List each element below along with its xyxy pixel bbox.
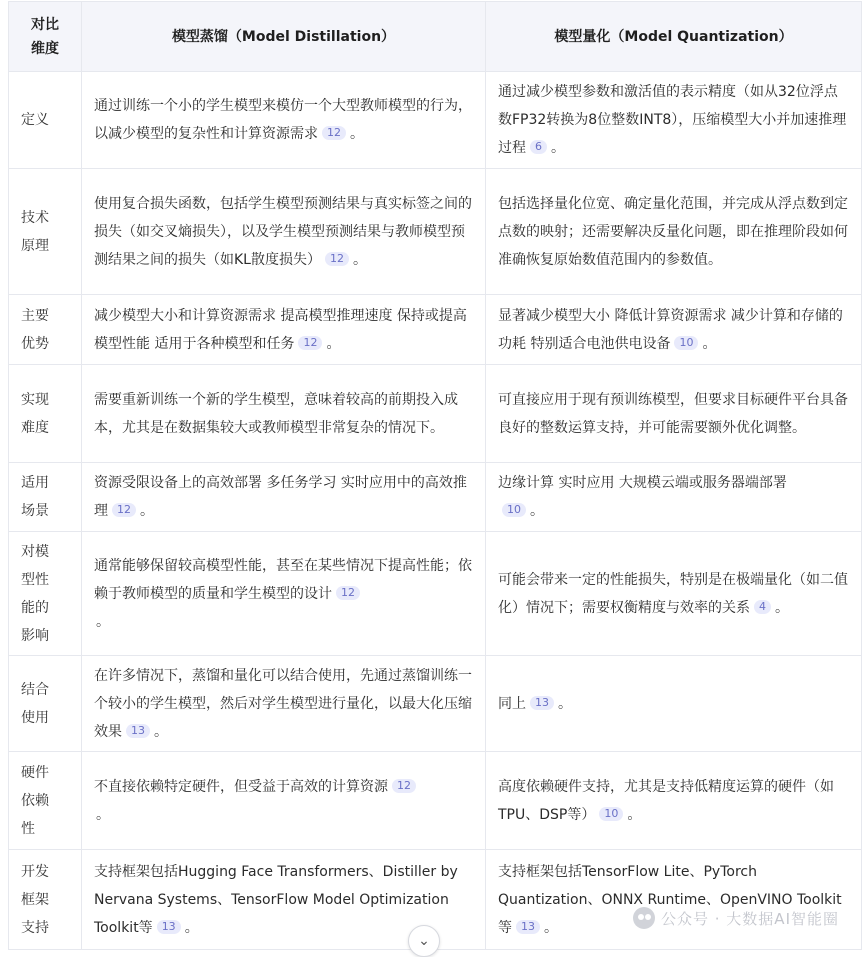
distillation-cell: 在许多情况下，蒸馏和量化可以结合使用，先通过蒸馏训练一个较小的学生模型，然后对学生模型进行量化，以最大化压缩效果 13 。 [82, 656, 486, 752]
row-dimension [9, 365, 82, 463]
header-quantization: 模型量化（Model Quantization） [486, 2, 862, 72]
quantization-cell: 显著减少模型大小 降低计算资源需求 减少计算和存储的功耗 特别适合电池供电设备 10 。 [486, 295, 862, 365]
row-dimension-line: 适用 [21, 475, 49, 491]
row-dimension-line: 依赖 [21, 792, 49, 809]
cell-text: 同上 [498, 695, 526, 712]
table-row [9, 532, 862, 656]
cell-text: 使用复合损失函数，包括学生模型预测结果与真实标签之间的损失（如交叉熵损失），以及学生模型预测结果与教师模型预测结果之间的损失（如KL散度损失） [94, 195, 472, 268]
distillation-cell: 使用复合损失函数，包括学生模型预测结果与真实标签之间的损失（如交叉熵损失），以及学生模型预测结果与教师模型预测结果之间的损失（如KL散度损失） 12 。 [82, 169, 486, 295]
cell-text: 减少模型大小和计算资源需求 提高模型推理速度 保持或提高模型性能 适用于各种模型和任务 [94, 307, 467, 352]
citation-badge[interactable]: 12 [322, 126, 346, 140]
quantization-cell: 边缘计算 实时应用 大规模云端或服务器端部署 10 。 [486, 463, 862, 532]
row-dimension-line: 场景 [21, 503, 49, 519]
quantization-cell: 可能会带来一定的性能损失，特别是在极端量化（如二值化）情况下；需要权衡精度与效率的关系 4 。 [486, 532, 862, 656]
row-dimension-line: 性 [21, 820, 35, 837]
row-dimension [9, 850, 82, 950]
citation-badge[interactable]: 13 [126, 724, 150, 738]
row-dimension-line: 能的 [21, 599, 49, 616]
comparison-table [8, 1, 862, 950]
quantization-cell [486, 365, 862, 463]
cell-text: 支持框架包括Hugging Face Transformers、Distiller by Nervana Systems、TensorFlow Model Optimization Toolkit等 [94, 863, 458, 936]
distillation-cell: 资源受限设备上的高效部署 多任务学习 实时应用中的高效推理 12 。 [82, 463, 486, 532]
cell-text: 显著减少模型大小 降低计算资源需求 减少计算和存储的功耗 特别适合电池供电设备 [498, 307, 843, 352]
distillation-cell: 减少模型大小和计算资源需求 提高模型推理速度 保持或提高模型性能 适用于各种模型和任务 12 。 [82, 295, 486, 365]
row-dimension [9, 169, 82, 295]
citation-badge[interactable]: 10 [502, 503, 526, 517]
cell-text: 边缘计算 实时应用 大规模云端或服务器端部署 [498, 475, 787, 491]
cell-text: 需要重新训练一个新的学生模型，意味着较高的前期投入成本，尤其是在数据集较大或教师模型非常复杂的情况下。 [94, 391, 458, 436]
quantization-cell: 同上 13 。 [486, 656, 862, 752]
distillation-cell: 通过训练一个小的学生模型来模仿一个大型教师模型的行为，以减少模型的复杂性和计算资源需求 12 。 [82, 72, 486, 169]
cell-text: 可直接应用于现有预训练模型，但要求目标硬件平台具备良好的整数运算支持，并可能需要额外优化调整。 [498, 391, 848, 436]
cell-text: 在许多情况下，蒸馏和量化可以结合使用，先通过蒸馏训练一个较小的学生模型，然后对学生模型进行量化，以最大化压缩效果 [94, 667, 472, 740]
table-row [9, 169, 862, 295]
chevron-down-icon: ⌄ [418, 933, 430, 949]
citation-badge[interactable]: 4 [754, 600, 771, 614]
row-dimension-line: 实现 [21, 391, 49, 408]
row-dimension [9, 295, 82, 365]
cell-text: 包括选择量化位宽、确定量化范围，并完成从浮点数到定点数的映射；还需要解决反量化问题，即在推理阶段如何准确恢复原始数值范围内的参数值。 [498, 195, 848, 268]
citation-badge[interactable]: 13 [530, 696, 554, 710]
quantization-cell: 支持框架包括TensorFlow Lite、PyTorch Quantization、ONNX Runtime、OpenVINO Toolkit等 13 。 [486, 850, 862, 950]
row-dimension [9, 532, 82, 656]
table-row [9, 365, 862, 463]
cell-text: 可能会带来一定的性能损失，特别是在极端量化（如二值化）情况下；需要权衡精度与效率的关系 [498, 571, 848, 616]
row-dimension-line: 框架 [21, 891, 49, 908]
row-dimension-line: 定义 [21, 112, 49, 128]
quantization-cell: 通过减少模型参数和激活值的表示精度（如从32位浮点数FP32转换为8位整数INT8），压缩模型大小并加速推理过程 6 。 [486, 72, 862, 169]
table-row [9, 72, 862, 169]
row-dimension-line: 主要 [21, 307, 49, 324]
row-dimension-line: 硬件 [21, 764, 49, 781]
citation-badge[interactable]: 12 [336, 586, 360, 600]
row-dimension [9, 72, 82, 169]
row-dimension [9, 656, 82, 752]
citation-badge[interactable]: 10 [599, 807, 623, 821]
citation-badge[interactable]: 12 [392, 779, 416, 793]
row-dimension-line: 使用 [21, 709, 49, 726]
citation-badge[interactable]: 13 [516, 920, 540, 934]
row-dimension-line: 对模 [21, 543, 49, 560]
row-dimension [9, 463, 82, 532]
row-dimension-line: 原理 [21, 237, 49, 254]
row-dimension-line: 型性 [21, 571, 49, 588]
distillation-cell: 不直接依赖特定硬件，但受益于高效的计算资源 12 。 [82, 752, 486, 850]
table-row [9, 752, 862, 850]
citation-badge[interactable]: 13 [157, 920, 181, 934]
cell-text: 不直接依赖特定硬件，但受益于高效的计算资源 [94, 778, 388, 795]
citation-badge[interactable]: 12 [298, 336, 322, 350]
citation-badge[interactable]: 12 [112, 503, 136, 517]
watermark-text: 公众号 · 大数据AI智能圈 [661, 909, 839, 928]
scroll-down-button[interactable] [408, 925, 440, 957]
citation-badge[interactable]: 6 [530, 140, 547, 154]
row-dimension-line: 优势 [21, 335, 49, 352]
cell-text: 支持框架包括TensorFlow Lite、PyTorch Quantization、ONNX Runtime、OpenVINO Toolkit等 [498, 863, 842, 936]
cell-text: 高度依赖硬件支持，尤其是支持低精度运算的硬件（如TPU、DSP等） [498, 778, 834, 823]
citation-badge[interactable]: 12 [325, 252, 349, 266]
header-dimension [9, 2, 82, 72]
row-dimension-line: 结合 [21, 681, 49, 698]
cell-text: 资源受限设备上的高效部署 多任务学习 实时应用中的高效推理 [94, 475, 467, 519]
distillation-cell: 通常能够保留较高模型性能，甚至在某些情况下提高性能；依赖于教师模型的质量和学生模型的设计 12 。 [82, 532, 486, 656]
table-row [9, 463, 862, 532]
cell-text: 通过减少模型参数和激活值的表示精度（如从32位浮点数FP32转换为8位整数INT8），压缩模型大小并加速推理过程 [498, 84, 847, 156]
row-dimension-line: 技术 [21, 209, 49, 226]
wechat-icon [633, 907, 655, 929]
cell-text: 通过训练一个小的学生模型来模仿一个大型教师模型的行为，以减少模型的复杂性和计算资源需求 [94, 98, 472, 142]
row-dimension-line: 难度 [21, 419, 49, 436]
header-dimension-line: 维度 [31, 40, 59, 57]
distillation-cell [82, 365, 486, 463]
quantization-cell: 高度依赖硬件支持，尤其是支持低精度运算的硬件（如TPU、DSP等） 10 。 [486, 752, 862, 850]
header-row [9, 2, 862, 72]
watermark [633, 907, 839, 929]
header-dimension-line: 对比 [31, 16, 59, 33]
header-distillation: 模型蒸馏（Model Distillation） [82, 2, 486, 72]
citation-badge[interactable]: 10 [674, 336, 698, 350]
quantization-cell [486, 169, 862, 295]
table-row [9, 295, 862, 365]
cell-text: 通常能够保留较高模型性能，甚至在某些情况下提高性能；依赖于教师模型的质量和学生模型的设计 [94, 557, 472, 602]
row-dimension [9, 752, 82, 850]
distillation-cell: 支持框架包括Hugging Face Transformers、Distiller by Nervana Systems、TensorFlow Model Optimization Toolkit等 13 。 [82, 850, 486, 950]
row-dimension-line: 影响 [21, 627, 49, 644]
table-row [9, 656, 862, 752]
row-dimension-line: 开发 [21, 863, 49, 880]
row-dimension-line: 支持 [21, 919, 49, 936]
